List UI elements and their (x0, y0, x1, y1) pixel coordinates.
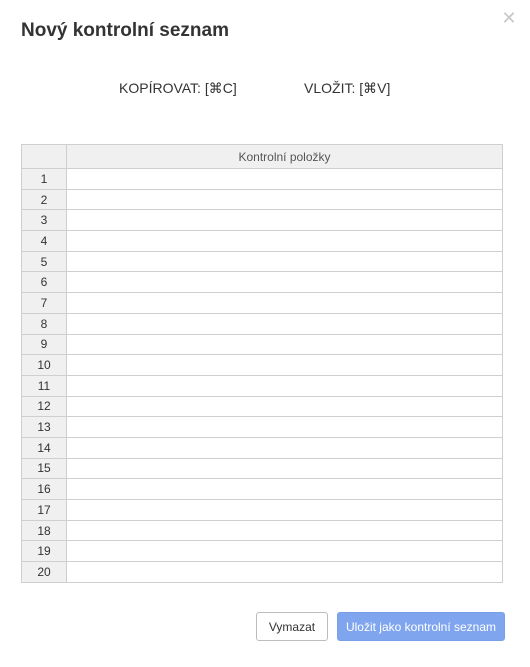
checklist-item-cell[interactable] (67, 520, 503, 541)
table-row (22, 210, 503, 231)
table-row (22, 293, 503, 314)
row-number: 20 (22, 562, 67, 583)
row-number: 8 (22, 313, 67, 334)
checklist-item-cell[interactable] (67, 334, 503, 355)
row-number: 5 (22, 251, 67, 272)
grid-corner-cell (22, 145, 67, 169)
table-row (22, 541, 503, 562)
paste-shortcut-hint: VLOŽIT: [⌘V] (304, 80, 391, 96)
grid-body (22, 169, 503, 583)
column-header-checklist-items[interactable]: Kontrolní položky (67, 145, 503, 169)
table-row (22, 169, 503, 190)
row-number: 3 (22, 210, 67, 231)
table-row (22, 417, 503, 438)
checklist-grid (21, 144, 503, 583)
row-number: 7 (22, 293, 67, 314)
row-number: 12 (22, 396, 67, 417)
row-number: 15 (22, 458, 67, 479)
table-row (22, 272, 503, 293)
table-row (22, 251, 503, 272)
row-number: 13 (22, 417, 67, 438)
row-number: 2 (22, 189, 67, 210)
checklist-item-cell[interactable] (67, 500, 503, 521)
table-row (22, 520, 503, 541)
checklist-item-cell[interactable] (67, 313, 503, 334)
table-row (22, 562, 503, 583)
table-row (22, 396, 503, 417)
row-number: 18 (22, 520, 67, 541)
checklist-item-cell[interactable] (67, 251, 503, 272)
table-row (22, 375, 503, 396)
row-number: 9 (22, 334, 67, 355)
checklist-item-cell[interactable] (67, 189, 503, 210)
checklist-item-cell[interactable] (67, 169, 503, 190)
dialog-title: Nový kontrolní seznam (21, 20, 229, 41)
checklist-item-cell[interactable] (67, 396, 503, 417)
grid-header-row (22, 145, 503, 169)
checklist-item-cell[interactable] (67, 231, 503, 252)
save-as-checklist-button[interactable]: Uložit jako kontrolní seznam (337, 612, 505, 641)
row-number: 10 (22, 355, 67, 376)
checklist-item-cell[interactable] (67, 210, 503, 231)
table-row (22, 458, 503, 479)
row-number: 4 (22, 231, 67, 252)
checklist-item-cell[interactable] (67, 293, 503, 314)
checklist-item-cell[interactable] (67, 355, 503, 376)
checklist-item-cell[interactable] (67, 437, 503, 458)
row-number: 16 (22, 479, 67, 500)
table-row (22, 437, 503, 458)
checklist-item-cell[interactable] (67, 375, 503, 396)
table-row (22, 189, 503, 210)
close-icon[interactable]: ✕ (501, 8, 517, 28)
table-row (22, 355, 503, 376)
row-number: 1 (22, 169, 67, 190)
copy-shortcut-hint: KOPÍROVAT: [⌘C] (119, 80, 237, 96)
table-row (22, 231, 503, 252)
table-row (22, 479, 503, 500)
shortcut-hints (0, 80, 530, 100)
checklist-item-cell[interactable] (67, 562, 503, 583)
checklist-item-cell[interactable] (67, 272, 503, 293)
row-number: 19 (22, 541, 67, 562)
table-row (22, 500, 503, 521)
row-number: 11 (22, 375, 67, 396)
checklist-item-cell[interactable] (67, 541, 503, 562)
checklist-item-cell[interactable] (67, 458, 503, 479)
table-row (22, 313, 503, 334)
row-number: 17 (22, 500, 67, 521)
clear-button[interactable]: Vymazat (256, 612, 328, 641)
row-number: 6 (22, 272, 67, 293)
checklist-item-cell[interactable] (67, 479, 503, 500)
row-number: 14 (22, 437, 67, 458)
checklist-item-cell[interactable] (67, 417, 503, 438)
table-row (22, 334, 503, 355)
